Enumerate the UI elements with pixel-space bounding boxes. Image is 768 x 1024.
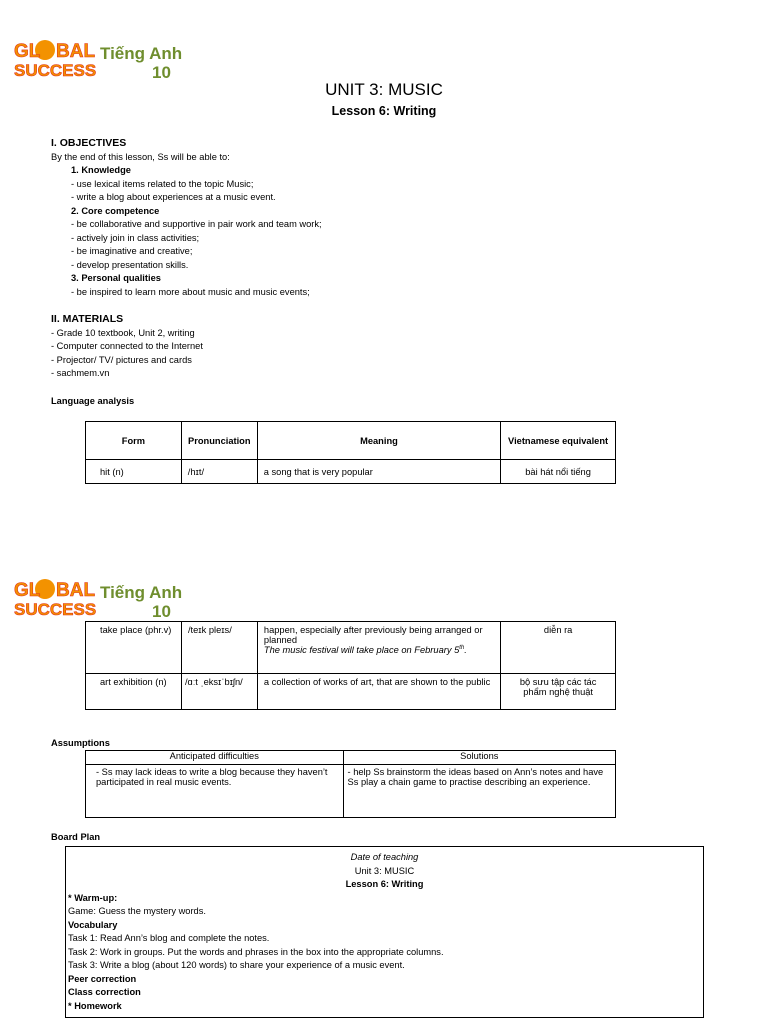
list-item: - sachmem.vn: [51, 368, 110, 378]
list-item: - actively join in class activities;: [71, 232, 200, 243]
table-cell: a collection of works of art, that are shown to the public: [257, 674, 500, 710]
language-analysis-table: [85, 421, 616, 484]
logo-subject: Tiếng Anh: [100, 583, 182, 602]
homework-label: * Homework: [68, 1000, 122, 1011]
table-cell: art exhibition (n): [86, 674, 182, 710]
table-cell: - help Ss brainstorm the ideas based on Ann’s notes and have Ss play a chain game to practise describing an experience.: [343, 765, 615, 818]
logo-brand-bottom: SUCCESS: [14, 61, 97, 80]
table-cell: /teɪk pleɪs/: [181, 622, 257, 674]
table-cell: /ɑːt ˌeksɪˈbɪʃn/: [181, 674, 257, 710]
board-plan-box: [65, 846, 704, 1018]
task-2: Task 2: Work in groups. Put the words and phrases in the box into the appropriate columns.: [68, 946, 444, 957]
personal-heading: 3. Personal qualities: [71, 273, 161, 283]
example-text: The music festival will take place on February 5: [263, 645, 460, 656]
table-row: [86, 674, 616, 710]
table-header-row: [86, 422, 616, 460]
global-success-logo: [12, 574, 182, 622]
table-cell: - Ss may lack ideas to write a blog because they haven’t participated in real music events.: [86, 765, 344, 818]
example-superscript: th: [459, 645, 465, 651]
column-header: Meaning: [257, 422, 500, 460]
task-1: Task 1: Read Ann’s blog and complete the notes.: [68, 933, 270, 943]
list-item: - write a blog about experiences at a music event.: [71, 192, 276, 202]
table-row: [86, 765, 616, 818]
table-row: [86, 460, 616, 484]
warmup-label: * Warm-up:: [68, 892, 118, 903]
vocabulary-label: Vocabulary: [68, 919, 118, 930]
board-lesson: Lesson 6: Writing: [345, 879, 424, 889]
column-header: Form: [86, 422, 182, 460]
table-header-row: [86, 751, 616, 765]
column-header: Pronunciation: [181, 422, 257, 460]
materials-heading: II. MATERIALS: [51, 313, 124, 325]
assumptions-heading: Assumptions: [51, 738, 110, 748]
objectives-heading: I. OBJECTIVES: [51, 137, 127, 149]
table-cell: /hɪt/: [181, 460, 257, 484]
logo-brand-bottom: SUCCESS: [14, 600, 97, 619]
logo-brand-top: GL: [14, 41, 41, 62]
logo-subject: Tiếng Anh: [100, 44, 182, 63]
date-of-teaching: Date of teaching: [350, 852, 419, 862]
global-success-logo: [12, 35, 182, 83]
class-correction: Class correction: [68, 987, 141, 997]
list-item: - be collaborative and supportive in pair work and team work;: [71, 219, 322, 229]
core-heading: 2. Core competence: [71, 205, 160, 216]
table-cell: [257, 622, 500, 674]
list-item: - develop presentation skills.: [71, 259, 189, 270]
table-cell: bộ sưu tập các tác phẩm nghệ thuật: [501, 674, 616, 710]
logo-grade: 10: [152, 63, 171, 82]
logo-brand-top2: BAL: [56, 41, 96, 62]
warmup-game: Game: Guess the mystery words.: [68, 906, 206, 916]
meaning-text: happen, especially after previously being arranged or planned: [263, 625, 483, 645]
example-end: .: [464, 645, 467, 656]
board-plan-heading: Board Plan: [51, 832, 101, 842]
list-item: - be imaginative and creative;: [71, 246, 193, 256]
table-cell: diễn ra: [501, 622, 616, 674]
assumptions-table: [85, 750, 616, 818]
logo-grade: 10: [152, 602, 171, 621]
column-header: Anticipated difficulties: [86, 751, 344, 765]
column-header: Solutions: [343, 751, 615, 765]
list-item: - be inspired to learn more about music and music events;: [71, 286, 310, 297]
objectives-intro: By the end of this lesson, Ss will be able to:: [51, 151, 230, 162]
objectives-section: [51, 137, 322, 299]
table-row: [86, 622, 616, 674]
peer-correction: Peer correction: [68, 973, 137, 984]
table-cell: a song that is very popular: [257, 460, 500, 484]
list-item: - Computer connected to the Internet: [51, 341, 203, 351]
logo-brand-top2: BAL: [56, 580, 96, 601]
materials-section: [51, 313, 203, 381]
task-3: Task 3: Write a blog (about 120 words) to share your experience of a music event.: [68, 960, 405, 970]
column-header: Vietnamese equivalent: [501, 422, 616, 460]
knowledge-heading: 1. Knowledge: [71, 165, 131, 175]
unit-title: UNIT 3: MUSIC: [325, 80, 443, 99]
language-analysis-heading: Language analysis: [51, 396, 135, 406]
table-cell: hit (n): [86, 460, 182, 484]
board-unit: Unit 3: MUSIC: [354, 865, 415, 876]
list-item: - Grade 10 textbook, Unit 2, writing: [51, 327, 195, 338]
list-item: - use lexical items related to the topic Music;: [71, 178, 254, 189]
language-analysis-table-continued: [85, 621, 616, 710]
lesson-title: Lesson 6: Writing: [331, 104, 437, 118]
example-sentence: [264, 645, 494, 655]
logo-brand-top: GL: [14, 580, 41, 601]
table-cell: take place (phr.v): [86, 622, 182, 674]
table-cell: bài hát nổi tiếng: [501, 460, 616, 484]
list-item: - Projector/ TV/ pictures and cards: [51, 354, 192, 365]
